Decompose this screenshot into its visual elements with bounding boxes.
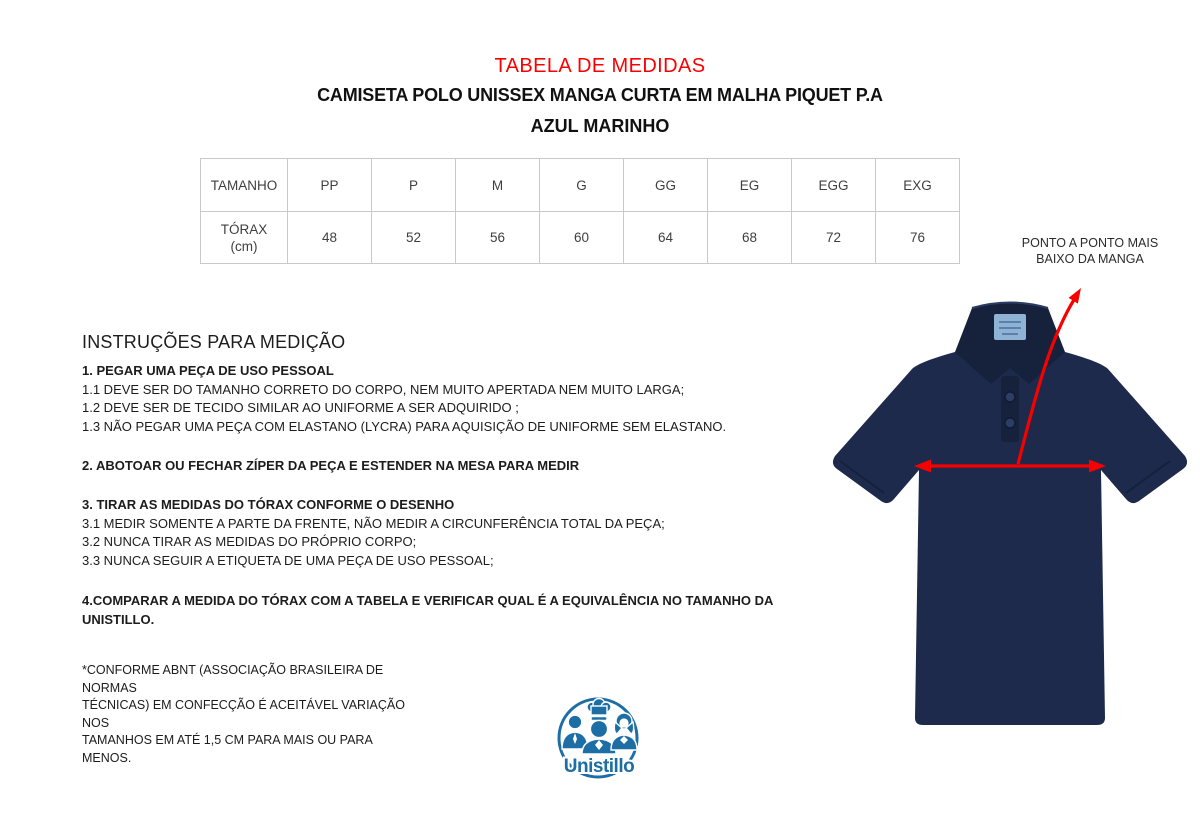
polo-shirt-image: [833, 303, 1187, 726]
torax-label: TÓRAX: [220, 221, 268, 237]
size-cell: P: [371, 159, 455, 211]
logo-text: Unistillo: [563, 756, 635, 777]
size-cell: EG: [707, 159, 791, 211]
footnote-line: *CONFORME ABNT (ASSOCIAÇÃO BRASILEIRA DE NORMAS: [82, 663, 384, 695]
sleeve-point-annotation: [1005, 235, 1175, 267]
chest-value-cell: 72: [791, 211, 875, 263]
polo-button: [1005, 392, 1015, 402]
step-4-title: 4.COMPARAR A MEDIDA DO TÓRAX COM A TABELA E VERIFICAR QUAL É A EQUIVALÊNCIA NO TAMANHO DA UNISTILLO.: [82, 593, 773, 627]
neck-label: [994, 314, 1026, 340]
table-row-label-torax: [201, 211, 287, 263]
instruction-step-3: [82, 496, 782, 570]
step-1-title: 1. PEGAR UMA PEÇA DE USO PESSOAL: [82, 363, 334, 378]
step-3-item: 3.3 NUNCA SEGUIR A ETIQUETA DE UMA PEÇA DE USO PESSOAL;: [82, 552, 494, 568]
product-name: CAMISETA POLO UNISSEX MANGA CURTA EM MALHA PIQUET P.A: [317, 85, 883, 105]
size-cell: EXG: [875, 159, 959, 211]
step-1-item: 1.2 DEVE SER DE TECIDO SIMILAR AO UNIFORME A SER ADQUIRIDO ;: [82, 400, 519, 415]
step-2-title: 2. ABOTOAR OU FECHAR ZÍPER DA PEÇA E ESTENDER NA MESA PARA MEDIR: [82, 458, 580, 473]
size-cell: EGG: [791, 159, 875, 211]
step-3-item: 3.2 NUNCA TIRAR AS MEDIDAS DO PRÓPRIO CORPO;: [82, 534, 417, 549]
polo-button: [1005, 418, 1015, 428]
size-cell: M: [455, 159, 539, 211]
instruction-step-4: [82, 592, 842, 629]
page-title: TABELA DE MEDIDAS: [494, 55, 706, 77]
annotation-line-1: PONTO A PONTO MAIS: [1021, 236, 1159, 250]
step-3-title: 3. TIRAR AS MEDIDAS DO TÓRAX CONFORME O DESENHO: [82, 497, 455, 512]
step-1-item: 1.1 DEVE SER DO TAMANHO CORRETO DO CORPO, NEM MUITO APERTADA NEM MUITO LARGA;: [82, 381, 685, 397]
unistillo-logo: [552, 692, 648, 788]
chest-value-cell: 60: [539, 211, 623, 263]
size-cell: PP: [287, 159, 371, 211]
size-cell: G: [539, 159, 623, 211]
chest-value-cell: 68: [707, 211, 791, 263]
chest-value-cell: 56: [455, 211, 539, 263]
size-cell: GG: [623, 159, 707, 211]
table-header-tamanho: TAMANHO: [210, 177, 278, 193]
instruction-step-1: [82, 362, 782, 436]
logo-woman-face: [619, 718, 628, 727]
abnt-footnote: [82, 662, 412, 767]
torax-unit: (cm): [230, 238, 258, 254]
instructions-heading: INSTRUÇÕES PARA MEDIÇÃO: [82, 332, 346, 352]
chest-value-cell: 52: [371, 211, 455, 263]
chest-value-cell: 76: [875, 211, 959, 263]
annotation-line-2: BAIXO DA MANGA: [1036, 252, 1144, 266]
chest-value-cell: 64: [623, 211, 707, 263]
instruction-step-2: [82, 457, 782, 476]
footnote-line: TAMANHOS EM ATÉ 1,5 CM PARA MAIS OU PARA MENOS.: [82, 733, 373, 765]
size-table: [200, 158, 960, 264]
chest-value-cell: 48: [287, 211, 371, 263]
step-3-item: 3.1 MEDIR SOMENTE A PARTE DA FRENTE, NÃO MEDIR A CIRCUNFERÊNCIA TOTAL DA PEÇA;: [82, 515, 665, 531]
polo-shirt-measurement-diagram: [815, 270, 1195, 740]
product-color: AZUL MARINHO: [530, 116, 670, 136]
footnote-line: TÉCNICAS) EM CONFECÇÃO É ACEITÁVEL VARIAÇÃO NOS: [82, 698, 405, 730]
step-1-item: 1.3 NÃO PEGAR UMA PEÇA COM ELASTANO (LYCRA) PARA AQUISIÇÃO DE UNIFORME SEM ELASTANO.: [82, 418, 727, 434]
